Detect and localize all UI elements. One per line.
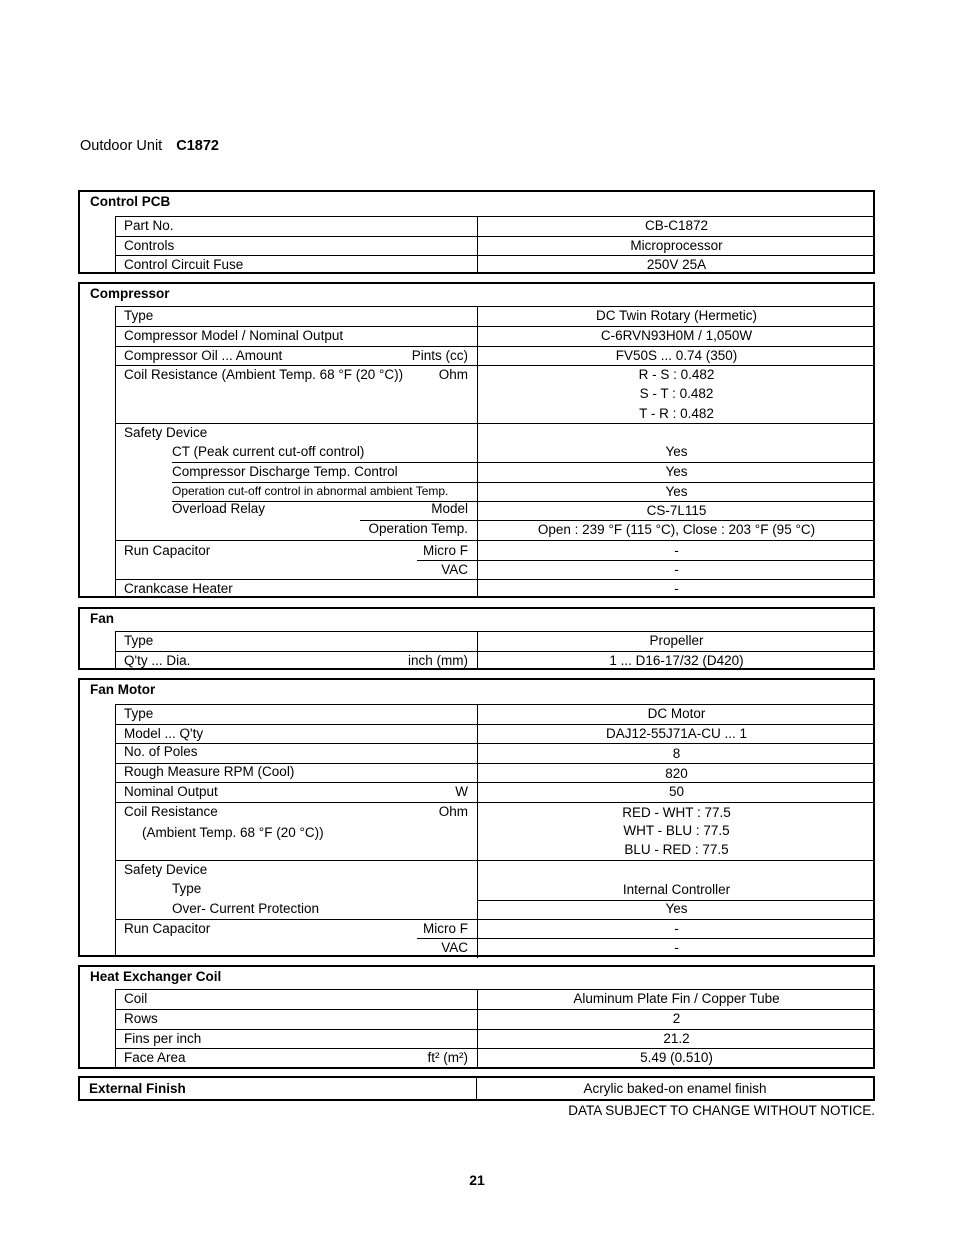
section-title: Fan Motor [90, 682, 156, 697]
spec-value: Yes [665, 901, 688, 916]
spec-label: Compressor Model / Nominal Output [124, 328, 344, 343]
fan-section [78, 607, 875, 670]
spec-label: Coil Resistance (Ambient Temp. 68 °F (20 °C)) [124, 367, 404, 382]
table-row [116, 743, 875, 763]
run-capacitor-block [116, 540, 875, 579]
spec-grid [115, 989, 875, 1069]
spec-unit: VAC [441, 940, 468, 955]
spec-value: - [674, 562, 679, 577]
spec-label: Controls [124, 238, 175, 253]
spec-unit: Micro F [423, 543, 468, 558]
spec-unit: Ohm [438, 367, 468, 382]
table-row [116, 255, 875, 274]
compressor-section [78, 282, 875, 598]
table-row [116, 326, 875, 346]
spec-value: DC Motor [647, 706, 706, 721]
spec-unit: inch (mm) [408, 653, 468, 668]
spec-label: Face Area [124, 1050, 186, 1065]
spec-value: - [674, 543, 679, 558]
spec-label: Part No. [124, 218, 174, 233]
spec-label: Rough Measure RPM (Cool) [124, 764, 295, 779]
spec-value: Aluminum Plate Fin / Copper Tube [573, 991, 780, 1006]
spec-label: Type [124, 308, 154, 323]
spec-label: Coil Resistance [124, 804, 218, 819]
table-row [116, 989, 875, 1009]
spec-value: 5.49 (0.510) [640, 1050, 713, 1065]
spec-label: Operation cut-off control in abnormal ambient Temp. [172, 484, 449, 498]
section-title: Heat Exchanger Coil [90, 969, 222, 984]
external-finish-row [78, 1076, 875, 1101]
spec-value: BLU - RED : 77.5 [624, 842, 729, 857]
spec-value: Propeller [649, 633, 704, 648]
spec-grid [115, 631, 875, 670]
spec-label: Q'ty ... Dia. [124, 653, 191, 668]
spec-unit: W [455, 784, 468, 799]
spec-label: Rows [124, 1011, 158, 1026]
table-row [116, 782, 875, 802]
table-row [116, 346, 875, 365]
table-row [116, 579, 875, 598]
spec-value: C-6RVN93H0M / 1,050W [600, 328, 753, 343]
spec-value: WHT - BLU : 77.5 [623, 823, 730, 838]
finish-label: External Finish [89, 1081, 186, 1096]
spec-label: No. of Poles [124, 744, 198, 759]
spec-value: CS-7L115 [646, 503, 707, 518]
section-title: Fan [90, 611, 115, 626]
spec-value: - [674, 940, 679, 955]
spec-value: R - S : 0.482 [638, 367, 715, 382]
table-row [116, 1048, 875, 1068]
table-row [116, 763, 875, 782]
spec-value: - [674, 921, 679, 936]
spec-label: Control Circuit Fuse [124, 257, 244, 272]
spec-value: Yes [665, 464, 688, 479]
spec-label: Compressor Discharge Temp. Control [172, 464, 398, 479]
spec-value: Microprocessor [630, 238, 723, 253]
spec-value: 21.2 [663, 1031, 690, 1046]
spec-unit: Model [431, 501, 468, 516]
spec-value: Yes [665, 484, 688, 499]
spec-label: Over- Current Protection [172, 901, 320, 916]
spec-label: Safety Device [124, 425, 208, 440]
spec-label: CT (Peak current cut-off control) [172, 444, 365, 459]
spec-value: - [674, 581, 679, 596]
notice-text: DATA SUBJECT TO CHANGE WITHOUT NOTICE. [568, 1103, 875, 1118]
spec-label: Type [172, 881, 202, 896]
spec-value: Internal Controller [622, 882, 731, 897]
spec-value: CB-C1872 [644, 218, 709, 233]
control-pcb-section [78, 190, 875, 274]
table-row [116, 216, 875, 236]
spec-value: S - T : 0.482 [639, 386, 714, 401]
spec-label: Nominal Output [124, 784, 218, 799]
spec-value: 8 [672, 746, 681, 761]
spec-value: 2 [672, 1011, 681, 1026]
spec-label: Crankcase Heater [124, 581, 233, 596]
spec-grid [115, 306, 875, 598]
spec-value: T - R : 0.482 [639, 406, 714, 421]
table-row [116, 704, 875, 724]
spec-label: (Ambient Temp. 68 °F (20 °C)) [142, 825, 324, 840]
header-model: C1872 [176, 138, 219, 154]
safety-device-block [116, 423, 875, 540]
spec-unit: VAC [441, 562, 468, 577]
table-row [116, 724, 875, 743]
coil-resistance-block [116, 802, 875, 860]
section-title: Compressor [90, 286, 170, 301]
heat-exchanger-section [78, 965, 875, 1069]
safety-device-block [116, 860, 875, 919]
fan-motor-section [78, 678, 875, 957]
spec-grid [115, 216, 875, 274]
table-row [116, 236, 875, 255]
header-label: Outdoor Unit [80, 138, 163, 154]
spec-label: Coil [124, 991, 148, 1006]
spec-label: Model ... Q'ty [124, 726, 204, 741]
spec-value: 820 [665, 766, 688, 781]
spec-unit: Pints (cc) [411, 348, 468, 363]
table-row [116, 365, 875, 423]
spec-grid [115, 704, 875, 957]
spec-value: Yes [665, 444, 688, 459]
spec-label: Type [124, 633, 154, 648]
run-capacitor-block [116, 919, 875, 958]
spec-label: Run Capacitor [124, 543, 211, 558]
spec-value: Open : 239 °F (115 °C), Close : 203 °F (95 °C) [537, 522, 816, 537]
spec-label: Overload Relay [172, 501, 266, 516]
table-row [116, 651, 875, 670]
spec-label: Run Capacitor [124, 921, 211, 936]
page-header [80, 138, 219, 154]
spec-unit: Micro F [423, 921, 468, 936]
section-title: Control PCB [90, 194, 171, 209]
table-row [116, 1009, 875, 1029]
table-row [116, 1029, 875, 1048]
page-number: 21 [469, 1172, 485, 1188]
table-row [116, 306, 875, 326]
spec-value: 1 ... D16-17/32 (D420) [609, 653, 744, 668]
spec-unit: Operation Temp. [368, 521, 468, 536]
spec-label: Fins per inch [124, 1031, 202, 1046]
table-row [116, 631, 875, 651]
spec-value: DAJ12-55J71A-CU ... 1 [605, 726, 748, 741]
spec-value: FV50S ... 0.74 (350) [615, 348, 738, 363]
spec-value: DC Twin Rotary (Hermetic) [595, 308, 758, 323]
spec-label: Safety Device [124, 862, 208, 877]
spec-label: Compressor Oil ... Amount [124, 348, 283, 363]
spec-label: Type [124, 706, 154, 721]
spec-value: 50 [668, 784, 685, 799]
spec-unit: ft² (m²) [427, 1050, 468, 1065]
spec-unit: Ohm [438, 804, 468, 819]
finish-value: Acrylic baked-on enamel finish [583, 1081, 767, 1096]
spec-value: 250V 25A [646, 257, 707, 272]
spec-value: RED - WHT : 77.5 [622, 805, 731, 820]
